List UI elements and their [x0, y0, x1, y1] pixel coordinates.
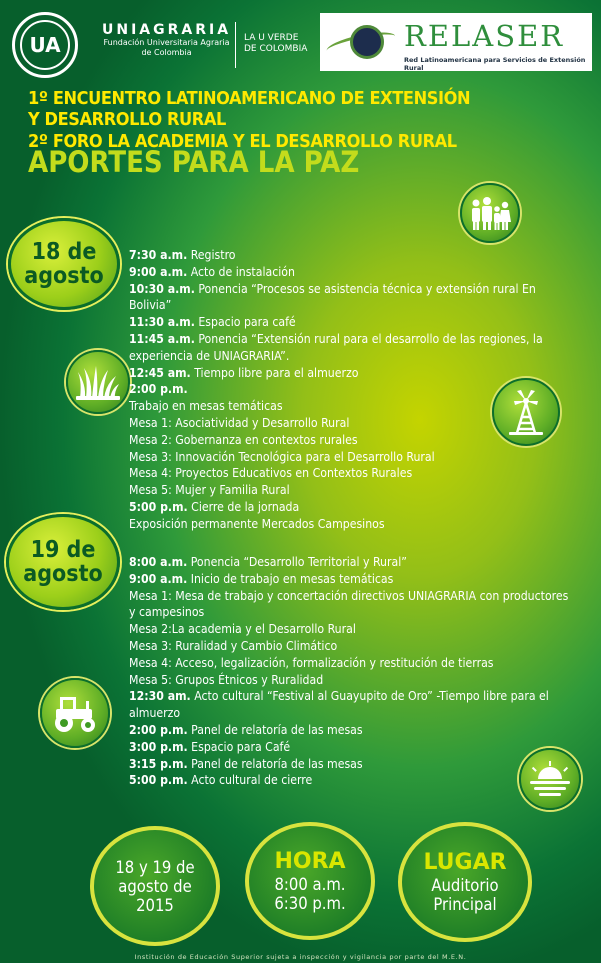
schedule-item [129, 621, 569, 638]
schedule-text: Mesa 5: Mujer y Familia Rural [129, 483, 290, 498]
schedule-text: Trabajo en mesas temáticas [129, 399, 283, 414]
schedule-item [129, 432, 554, 449]
event-dates-line-1: 18 y 19 de [115, 857, 195, 877]
event-dates-line-3: 2015 [136, 895, 174, 915]
hora-circle [245, 822, 375, 940]
schedule-text: Exposición permanente Mercados Campesinos [129, 516, 385, 531]
date-badge-line-1: 19 de [30, 537, 96, 563]
schedule-item [129, 672, 569, 689]
schedule-time: 3:15 p.m. [129, 756, 188, 771]
schedule-item [129, 688, 569, 722]
relaser-name: RELASER [404, 19, 565, 53]
schedule-text: Acto cultural de cierre [187, 773, 313, 788]
schedule-time: 9:00 a.m. [129, 264, 188, 279]
brand-block [102, 22, 231, 58]
schedule-item [129, 516, 554, 533]
schedule-time: 10:30 a.m. [129, 281, 195, 296]
schedule-time: 2:00 p.m. [129, 382, 188, 397]
title-line-1: 1º ENCUENTRO LATINOAMERICANO DE EXTENSIÓN [28, 88, 471, 109]
date-badge-18-agosto [8, 218, 120, 310]
schedule-time: 9:00 a.m. [129, 571, 188, 586]
schedule-text: Ponencia “Desarrollo Territorial y Rural” [187, 555, 407, 569]
family-icon [460, 183, 520, 243]
schedule-item [129, 722, 569, 739]
header-divider [235, 22, 236, 68]
verde-line-1: LA U VERDE [244, 33, 299, 43]
lugar-line-2: Principal [433, 895, 497, 914]
schedule-text: Acto de instalación [187, 264, 295, 279]
schedule-item [129, 756, 569, 773]
schedule-text: Panel de relatoría de las mesas [187, 756, 363, 771]
schedule-item [129, 415, 554, 432]
schedule-text: Tiempo libre para el almuerzo [190, 365, 359, 380]
schedule-item [129, 554, 569, 571]
tractor-icon [40, 678, 110, 748]
date-badge-line-2: agosto [24, 263, 104, 289]
footer-note: Institución de Educación Superior sujeta a inspección y vigilancia por parte del M.E.N. [134, 953, 467, 961]
schedule-text: Ponencia “Extensión rural para el desarrollo de las regiones, la experiencia de UNIAGRARIA”. [129, 331, 547, 363]
schedule-time: 8:00 a.m. [129, 555, 188, 569]
schedule-time: 11:45 a.m. [129, 331, 195, 346]
schedule-item [129, 449, 554, 466]
schedule-item [129, 247, 554, 264]
schedule-time: 5:00 p.m. [129, 773, 188, 788]
brand-subtitle-1: Fundación Universitaria Agraria [103, 38, 230, 47]
schedule-text: Ponencia “Procesos se asistencia técnica y extensión rural En Bolivia” [129, 281, 540, 313]
schedule-time: 3:00 p.m. [129, 739, 188, 754]
schedule-item [129, 571, 569, 588]
brand-name: UNIAGRARIA [102, 22, 232, 38]
schedule-time: 12:45 am. [129, 365, 191, 380]
title-line-3: 2º FORO LA ACADEMIA Y EL DESARROLLO RURAL [28, 131, 457, 152]
hora-line-2: 6:30 p.m. [274, 894, 346, 913]
schedule-text: Espacio para café [194, 315, 296, 330]
event-dates-line-2: agosto de [118, 876, 192, 896]
schedule-item [129, 398, 554, 415]
schedule-day-1 [129, 247, 554, 533]
date-badge-line-1: 18 de [31, 239, 97, 265]
lugar-line-1: Auditorio [431, 876, 499, 895]
schedule-time: 11:30 a.m. [129, 315, 195, 330]
schedule-item [129, 281, 554, 315]
schedule-text: Mesa 2:La academia y el Desarrollo Rural [129, 622, 356, 637]
schedule-item [129, 588, 572, 622]
hora-heading: HORA [274, 849, 346, 874]
schedule-text: Panel de relatoría de las mesas [187, 722, 363, 737]
brand-subtitle-2: de Colombia [141, 48, 192, 57]
schedule-text: Mesa 4: Proyectos Educativos en Contextos Rurales [129, 466, 413, 481]
schedule-time: 2:00 p.m. [129, 722, 188, 737]
schedule-time: 5:00 p.m. [129, 499, 188, 514]
uniagraria-logo [12, 12, 78, 78]
schedule-item [129, 365, 554, 382]
date-badge-line-2: agosto [23, 561, 103, 587]
title-line-2: Y DESARROLLO RURAL [28, 109, 226, 130]
schedule-item [129, 465, 554, 482]
hora-line-1: 8:00 a.m. [274, 875, 346, 894]
ua-logo-text: UA [20, 20, 70, 70]
schedule-item [129, 264, 554, 281]
schedule-item [129, 638, 569, 655]
schedule-text: Mesa 4: Acceso, legalización, formalización y restitución de tierras [129, 655, 494, 670]
schedule-item [129, 655, 569, 672]
schedule-text: Registro [187, 248, 236, 262]
schedule-item [129, 314, 554, 331]
verde-line-2: DE COLOMBIA [244, 44, 308, 54]
schedule-text: Inicio de trabajo en mesas temáticas [187, 571, 394, 586]
schedule-text: Mesa 2: Gobernanza en contextos rurales [129, 432, 358, 447]
lugar-heading: LUGAR [423, 850, 507, 875]
schedule-text: Mesa 3: Innovación Tecnológica para el Desarrollo Rural [129, 449, 435, 464]
schedule-item [129, 482, 554, 499]
schedule-text: Mesa 3: Ruralidad y Cambio Climático [129, 638, 338, 653]
globe-icon [350, 25, 384, 59]
schedule-item [129, 331, 554, 365]
relaser-tagline: Red Latinoamericana para Servicios de Extensión Rural [404, 56, 586, 72]
schedule-item [129, 739, 569, 756]
schedule-time: 12:30 am. [129, 689, 191, 704]
schedule-item [129, 772, 569, 789]
grass-icon [66, 350, 130, 414]
schedule-text: Cierre de la jornada [187, 499, 300, 514]
schedule-text: Espacio para Café [187, 739, 291, 754]
relaser-logo [320, 13, 592, 71]
schedule-text: Mesa 1: Mesa de trabajo y concertación directivos UNIAGRARIA con productores y campesinos [129, 588, 572, 620]
schedule-day-2 [129, 554, 572, 789]
schedule-text: Mesa 1: Asociatividad y Desarrollo Rural [129, 415, 350, 430]
lugar-circle [398, 822, 532, 942]
verde-slogan [244, 33, 307, 55]
title-line-4: APORTES PARA LA PAZ [28, 145, 360, 179]
schedule-time: 7:30 a.m. [129, 248, 188, 262]
event-dates-circle [90, 826, 220, 946]
schedule-text: Acto cultural “Festival al Guayupito de Oro” -Tiempo libre para el almuerzo [129, 689, 553, 721]
date-badge-19-agosto [6, 514, 120, 610]
schedule-item [129, 499, 554, 516]
schedule-text: Mesa 5: Grupos Étnicos y Ruralidad [129, 672, 324, 687]
schedule-item [129, 381, 554, 398]
